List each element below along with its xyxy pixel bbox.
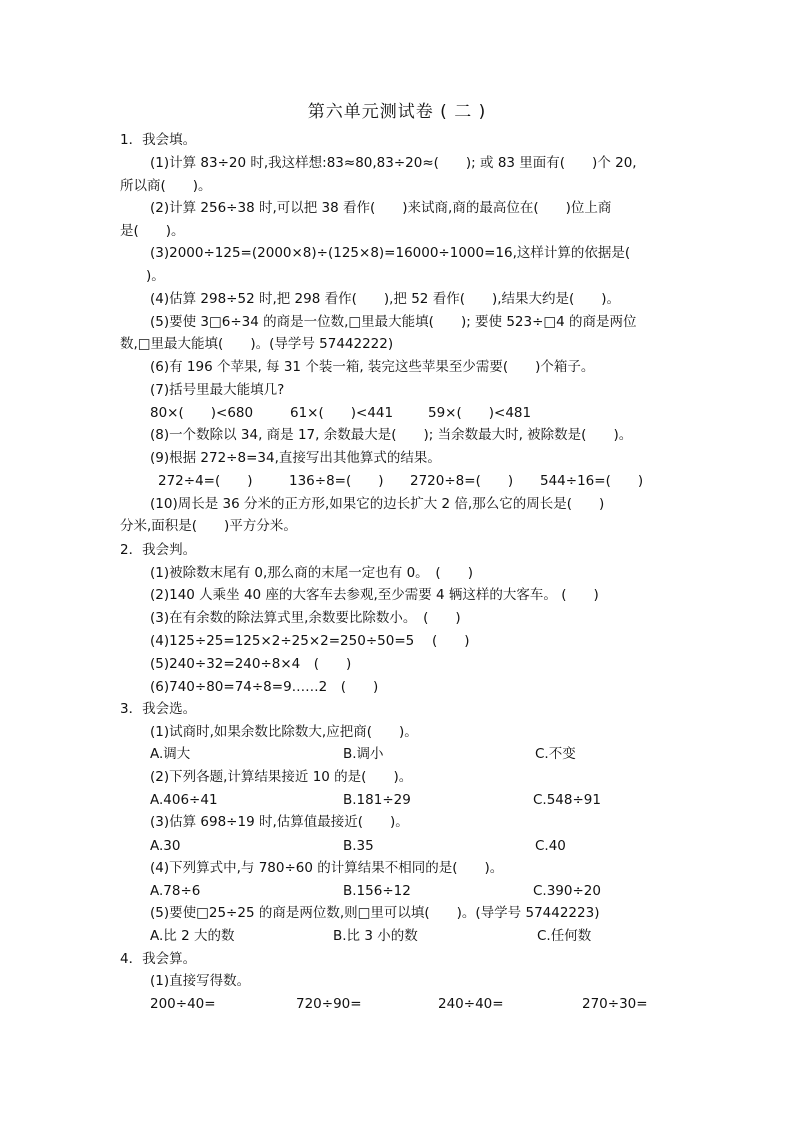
s2-item-6: (6)740÷80=74÷8=9……2 ( ): [150, 679, 379, 695]
s1-q1-line1: (1)计算 83÷20 时,我这样想:83≈80,83÷20≈( ); 或 83 里面有( )个 20,: [150, 155, 637, 171]
s1-q7-item-1: 80×( )<680: [150, 405, 254, 421]
s2-item-3: (3)在有余数的除法算式里,余数要比除数小。 ( ): [150, 610, 461, 626]
s3-q3-option-c: C.40: [535, 838, 566, 854]
section-1-header: 1．我会填。: [120, 132, 197, 148]
s1-q1-line2: 所以商( )。: [120, 178, 212, 194]
s1-q4: (4)估算 298÷52 时,把 298 看作( ),把 52 看作( ),结果大约是( )。: [150, 291, 621, 307]
s4-item-3: 240÷40=: [438, 996, 504, 1012]
s3-q2-option-b: B.181÷29: [343, 792, 411, 808]
s4-item-1: 200÷40=: [150, 996, 216, 1012]
s3-q4-option-c: C.390÷20: [533, 883, 601, 899]
s4-item-2: 720÷90=: [296, 996, 362, 1012]
s2-item-5: (5)240÷32=240÷8×4 ( ): [150, 656, 352, 672]
s2-item-4: (4)125÷25=125×2÷25×2=250÷50=5 ( ): [150, 633, 470, 649]
s1-q9-item-3: 2720÷8=( ): [410, 473, 514, 489]
s3-q3: (3)估算 698÷19 时,估算值最接近( )。: [150, 814, 409, 830]
s1-q9-item-1: 272÷4=( ): [158, 473, 253, 489]
s3-q4: (4)下列算式中,与 780÷60 的计算结果不相同的是( )。: [150, 860, 504, 876]
s1-q6: (6)有 196 个苹果, 每 31 个装一箱, 装完这些苹果至少需要( )个箱子。: [150, 359, 595, 375]
s1-q7-item-3: 59×( )<481: [428, 405, 532, 421]
s3-q4-option-a: A.78÷6: [150, 883, 201, 899]
s3-q3-option-a: A.30: [150, 838, 181, 854]
s1-q7: (7)括号里最大能填几?: [150, 382, 285, 398]
s1-q10-line2: 分米,面积是( )平方分米。: [120, 518, 297, 534]
page-title: 第六单元测试卷 ( 二 ): [307, 102, 487, 122]
s3-q5-option-a: A.比 2 大的数: [150, 928, 235, 944]
s4-item-4: 270÷30=: [582, 996, 648, 1012]
s1-q5-line1: (5)要使 3□6÷34 的商是一位数,□里最大能填( ); 要使 523÷□4 的商是两位: [150, 314, 637, 330]
s3-q4-option-b: B.156÷12: [343, 883, 411, 899]
s1-q7-item-2: 61×( )<441: [290, 405, 394, 421]
s3-q1: (1)试商时,如果余数比除数大,应把商( )。: [150, 724, 418, 740]
s1-q3-line1: (3)2000÷125=(2000×8)÷(125×8)=16000÷1000=16,这样计算的依据是(: [150, 245, 631, 261]
s1-q9: (9)根据 272÷8=34,直接写出其他算式的结果。: [150, 450, 441, 466]
s1-q2-line2: 是( )。: [120, 223, 185, 239]
s3-q5-option-b: B.比 3 小的数: [333, 928, 418, 944]
s3-q5-option-c: C.任何数: [537, 928, 592, 944]
s1-q9-item-2: 136÷8=( ): [289, 473, 384, 489]
s1-q5-line2: 数,□里最大能填( )。(导学号 57442222): [120, 336, 394, 352]
s3-q2-option-c: C.548÷91: [533, 792, 601, 808]
s3-q2: (2)下列各题,计算结果接近 10 的是( )。: [150, 769, 413, 785]
s1-q3-line2: )。: [146, 268, 165, 284]
section-3-header: 3．我会选。: [120, 701, 197, 717]
s2-item-2: (2)140 人乘坐 40 座的大客车去参观,至少需要 4 辆这样的大客车。 ( ): [150, 587, 599, 603]
s3-q1-option-a: A.调大: [150, 746, 191, 762]
s1-q9-item-4: 544÷16=( ): [540, 473, 644, 489]
s3-q3-option-b: B.35: [343, 838, 374, 854]
s3-q1-option-b: B.调小: [343, 746, 384, 762]
s4-sub1: (1)直接写得数。: [150, 973, 251, 989]
section-2-header: 2．我会判。: [120, 542, 197, 558]
s3-q1-option-c: C.不变: [535, 746, 576, 762]
s3-q2-option-a: A.406÷41: [150, 792, 218, 808]
s1-q2-line1: (2)计算 256÷38 时,可以把 38 看作( )来试商,商的最高位在( )位上商: [150, 200, 612, 216]
s3-q5: (5)要使□25÷25 的商是两位数,则□里可以填( )。(导学号 57442223): [150, 905, 600, 921]
section-4-header: 4．我会算。: [120, 951, 197, 967]
s1-q8: (8)一个数除以 34, 商是 17, 余数最大是( ); 当余数最大时, 被除数是( )。: [150, 427, 633, 443]
s2-item-1: (1)被除数末尾有 0,那么商的末尾一定也有 0。 ( ): [150, 565, 473, 581]
s1-q10-line1: (10)周长是 36 分米的正方形,如果它的边长扩大 2 倍,那么它的周长是( ): [150, 496, 605, 512]
